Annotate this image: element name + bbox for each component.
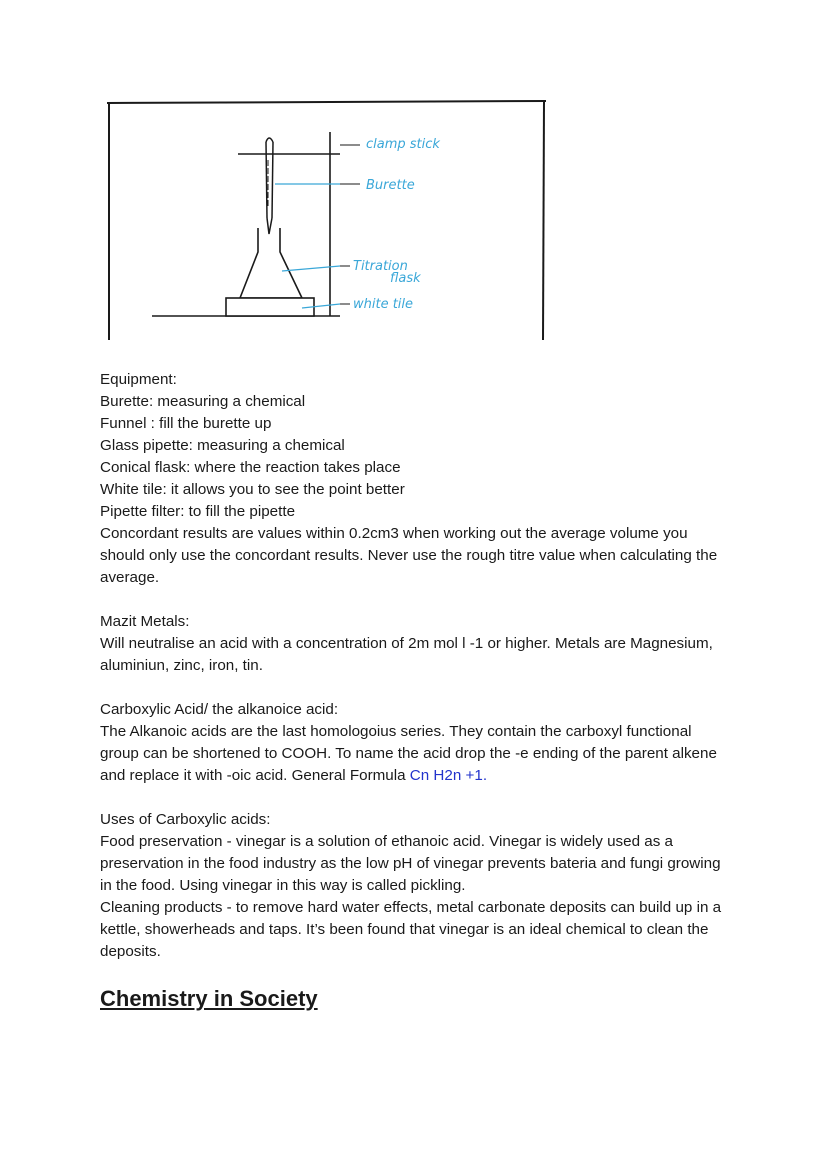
label-clamp-stick: clamp stick	[366, 137, 440, 152]
mazit-paragraph: Will neutralise an acid with a concentration of 2m mol l -1 or higher. Metals are Magnesium, aluminiun, zinc, iron, tin.	[100, 635, 713, 674]
diagram-frame	[107, 101, 546, 340]
label-white-tile: white tile	[353, 297, 414, 312]
general-formula: Cn H2n +1.	[409, 767, 488, 784]
white-tile	[226, 298, 314, 316]
mazit-heading: Mazit Metals:	[100, 613, 190, 630]
carboxylic-text: The Alkanoic acids are the last homologoius series. They contain the carboxyl functional group can be shortened to COOH. To name the acid drop the -e ending of the parent alkene and replace it with -oic acid. General Formula	[100, 723, 717, 784]
conical-flask	[240, 228, 302, 298]
equipment-item: Burette: measuring a chemical	[100, 393, 306, 410]
concordant-paragraph: Concordant results are values within 0.2cm3 when working out the average volume you should only use the concordant results. Never use the rough titre value when calculating the average.	[100, 525, 718, 586]
section-title: Chemistry in Society	[100, 986, 318, 1011]
food-preservation-paragraph: Food preservation - vinegar is a solution of ethanoic acid. Vinegar is widely used as a preservation in the food industry as the low pH of vinegar prevents bateria and fungi growing in the food. Using vinegar in this way is called pickling.	[100, 833, 721, 894]
equipment-heading: Equipment:	[100, 371, 177, 388]
burette	[266, 138, 273, 234]
carboxylic-heading: Carboxylic Acid/ the alkanoice acid:	[100, 701, 339, 718]
label-lines	[340, 145, 360, 304]
label-flask: flask	[390, 271, 421, 286]
equipment-item: Conical flask: where the reaction takes place	[100, 459, 401, 476]
label-titration: Titration	[353, 259, 408, 274]
equipment-item: White tile: it allows you to see the point better	[100, 481, 405, 498]
titration-diagram	[0, 0, 828, 360]
cleaning-products-paragraph: Cleaning products - to remove hard water effects, metal carbonate deposits can build up in a kettle, showerheads and taps. It’s been found that vinegar is an ideal chemical to clean the deposits.	[100, 899, 722, 960]
clamp-stand	[152, 132, 340, 316]
notes-body	[100, 369, 730, 963]
equipment-item: Funnel : fill the burette up	[100, 415, 272, 432]
label-burette: Burette	[366, 178, 415, 193]
equipment-item: Glass pipette: measuring a chemical	[100, 437, 345, 454]
uses-heading: Uses of Carboxylic acids:	[100, 811, 271, 828]
carboxylic-paragraph	[100, 721, 730, 787]
equipment-item: Pipette filter: to fill the pipette	[100, 503, 296, 520]
